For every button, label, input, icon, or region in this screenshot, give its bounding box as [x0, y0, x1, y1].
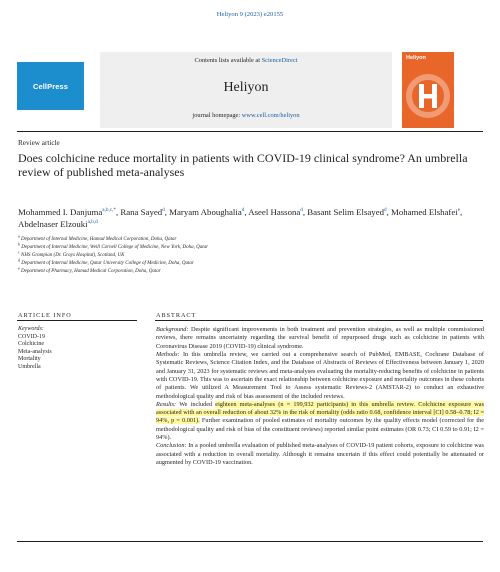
- affiliation-text: NHS Grampian (Dr. Grays Hospital), Scotland, UK: [21, 253, 125, 258]
- author-name: Mohammed I. Danjuma: [18, 207, 103, 217]
- results-pre-text: We included: [179, 400, 213, 408]
- homepage-prefix: journal homepage:: [192, 112, 241, 119]
- keyword-item: COVID-19: [18, 333, 45, 340]
- keyword-item: Mortality: [18, 356, 41, 363]
- abstract-methods: [156, 351, 484, 401]
- affiliation-marker: a: [18, 233, 20, 239]
- keywords-label: Keywords:: [18, 326, 44, 332]
- author-affiliation-link[interactable]: d: [241, 207, 245, 214]
- affiliation-text: Department of Pharmacy, Hamad Medical Corporation, Doha, Qatar: [21, 269, 161, 274]
- conclusion-label: Conclusion:: [156, 442, 187, 450]
- header-divider: [17, 131, 483, 132]
- results-label: Results:: [156, 400, 177, 408]
- author-affiliation-link[interactable]: e: [457, 207, 461, 214]
- affiliation-item: [18, 249, 488, 263]
- article-info-rule: [17, 320, 137, 321]
- conclusion-text: In a pooled umbrella evaluation of published meta-analyses of COVID-19 patient cohorts, exposure to colchicine was associated with a reduction in overall mortality. Although it remains uncertain if this effect could potentially be attenuated or augmented by COVID-19 vaccination.: [156, 442, 484, 466]
- journal-citation[interactable]: Heliyon 9 (2023) e20155: [216, 11, 284, 18]
- results-highlighted-text[interactable]: eighteen meta-analyses (n = 199,932 participants) in this umbrella review. Colchicine exposure was associated with an overall reduction of about 32% in the risk of mortality (odds ratio 0.68, confidence interval [CI] 0.58–0.78; I2 = 94%, p = 0.001).: [156, 400, 484, 425]
- methods-label: Methods:: [156, 350, 180, 358]
- journal-cover-image[interactable]: [402, 52, 454, 128]
- author-name: Abdelnaser Elzouki: [18, 219, 88, 230]
- author-name: Rana Sayed: [120, 207, 163, 217]
- author-affiliation-link[interactable]: a,b,c,*: [102, 207, 116, 214]
- affiliation-item: [18, 265, 488, 276]
- abstract-conclusion: [156, 442, 484, 467]
- cover-label: Heliyon: [406, 55, 426, 61]
- journal-name: Heliyon: [223, 80, 269, 95]
- abstract-body: [156, 326, 484, 467]
- keyword-item: Umbrella: [18, 363, 41, 370]
- affiliation-text: Department of Internal Medicine, Qatar University College of Medicine, Doha, Qatar: [21, 261, 194, 266]
- author-list: Mohammed I. Danjuma$^{a,b,c,*}$, Rana Sayed$^d$, Maryam Aboughalia$^d$, Aseel Hassona$^d$, Basant Selim Elsayed$^d$, Mohamed Elshafei$^e$, Abdelnaser Elzouki$^{a,b,d}$: [18, 207, 463, 230]
- affiliation-text: Department of Internal Medicine, Hamad Medical Corporation, Doha, Qatar: [21, 237, 177, 242]
- affiliation-marker: d: [18, 257, 20, 263]
- affiliation-item: [18, 257, 488, 271]
- cellpress-logo-text: CellPress: [32, 81, 69, 91]
- affiliation-marker: b: [18, 241, 20, 247]
- methods-text: In this umbrella review, we carried out a comprehensive search of PubMed, EMBASE, Cochrane Database of Systematic Reviews, Science Citation Index, and the Database of Abstracts of Reviews of Effectiveness between January 1, 2020 and January 31, 2023 for systematic reviews and meta-analyses evaluating the mortality-reducing benefits of colchicine in patients with COVID-19. This was to ascertain the exact relationship between colchicine exposure and mortality outcomes in these cohorts of patients. We utilized A Measurement Tool to Assess systematic Reviews-2 (AMSTAR-2) to conduct an exhaustive methodological quality and risk of bias assessment of the included reviews.: [156, 350, 484, 400]
- abstract-results: [156, 401, 484, 443]
- cover-h-emblem: [402, 52, 454, 128]
- homepage-link[interactable]: www.cell.com/heliyon: [241, 112, 300, 119]
- affiliation-marker: c: [18, 249, 20, 255]
- footer-divider: [17, 541, 483, 542]
- abstract-rule: [155, 320, 483, 321]
- author-affiliation-link[interactable]: d: [384, 207, 387, 214]
- background-text: Despite significant improvements in both treatment and prevention strategies, as well as multiple commissioned reviews, there remains uncertainty regarding the survival benefit of repurposed drugs such as colchicine in patients with Coronavirus Disease 2019 (COVID-19) clinical syndrome.: [156, 326, 484, 350]
- affiliation-marker: e: [18, 265, 20, 271]
- author-name: Maryam Aboughalia: [169, 207, 242, 217]
- abstract-background: [156, 326, 484, 351]
- author-name: Aseel Hassona: [248, 207, 301, 217]
- keywords-panel: [18, 326, 138, 372]
- author-name: Mohamed Elshafei: [391, 207, 458, 217]
- author-name: Basant Selim Elsayed: [307, 207, 385, 217]
- affiliation-item: [18, 241, 488, 255]
- contents-line: [100, 57, 392, 64]
- author-affiliation-link[interactable]: d: [162, 207, 165, 214]
- affiliation-text: Department of Internal Medicine, Weill Cornell College of Medicine, New York, Doha, Qatar: [21, 245, 209, 250]
- journal-homepage: [100, 112, 392, 119]
- affiliation-list: [18, 233, 488, 276]
- author-affiliation-link[interactable]: d: [300, 207, 303, 214]
- cellpress-logo[interactable]: [17, 62, 84, 110]
- background-label: Background:: [156, 326, 189, 333]
- article-title: Does colchicine reduce mortality in patients with COVID-19 clinical syndrome? An umbrella review of published meta-analyses: [18, 151, 468, 180]
- keyword-item: Meta-analysis: [18, 348, 52, 355]
- abstract-heading: ABSTRACT: [156, 312, 197, 319]
- author-affiliation-link[interactable]: a,b,d: [87, 219, 98, 226]
- contents-prefix: Contents lists available at: [194, 57, 261, 64]
- article-info-heading: ARTICLE INFO: [18, 312, 72, 319]
- article-type: Review article: [18, 139, 60, 147]
- sciencedirect-link[interactable]: ScienceDirect: [261, 57, 298, 64]
- keyword-item: Colchicine: [18, 341, 44, 348]
- results-post-text: Further examination of pooled estimates of mortality outcomes by the quality effects model (corrected for the methodological quality and risk of bias of the constituent reviews) reported similar point estimates (OR 0.73; CI 0.59 to 0.91; I2 = 94%).: [156, 417, 485, 442]
- affiliation-item: [18, 233, 488, 247]
